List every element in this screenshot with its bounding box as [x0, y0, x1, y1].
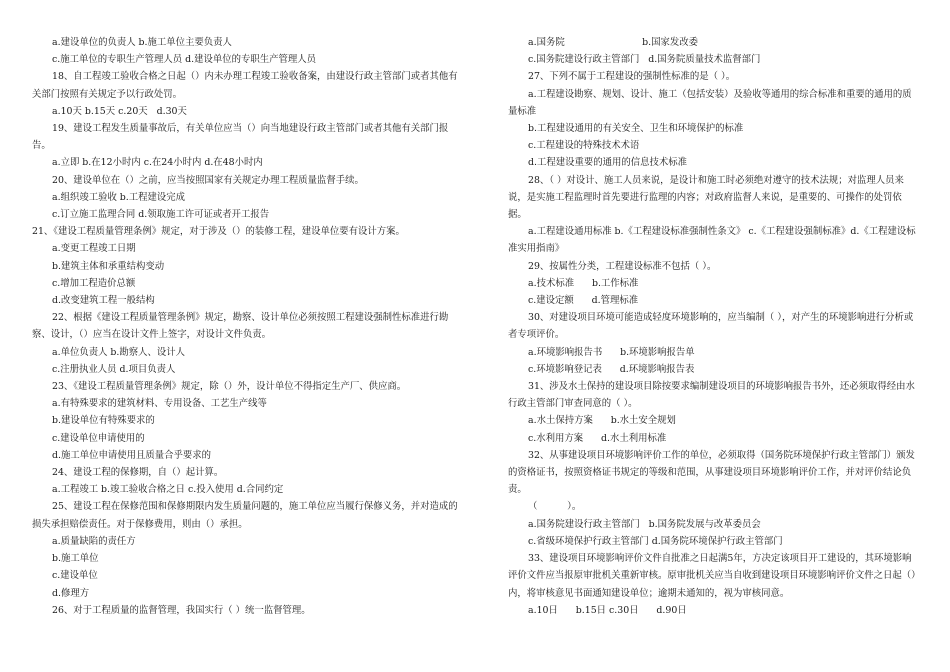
left-column [32, 34, 464, 619]
answer-option: c.环境影响登记表 d.环境影响报告表 [528, 363, 695, 375]
answer-option: c.省级环境保护行政主管部门 d.国务院环境保护行政主管部门 [528, 535, 783, 547]
answer-option: c.建设单位申请使用的 [52, 432, 145, 444]
question-text: 22、根据《建设工程质量管理条例》规定，勘察、设计单位必须按照工程建设强制性标准进行勘察、设计，（）应当在设计文件上签字，对设计文件负责。 [32, 312, 449, 341]
question-text: 24、建设工程的保修期，自（）起计算。 [52, 467, 224, 479]
question-text: 20、建设单位在（）之前，应当按照国家有关规定办理工程质量监督手续。 [52, 174, 364, 186]
question-text: 30、对建设项目环境可能造成轻度环境影响的，应当编制（ ），对产生的环境影响进行分析或者专项评价。 [508, 312, 914, 341]
question-text: 28、（ ）对设计、施工人员来说，是设计和施工时必须绝对遵守的技术法规；对监理人员来说，是实施工程监理时首先要进行监理的内容；对政府监督人来说，是重要的、可操作的处罚依据。 [508, 174, 904, 221]
question-text: 26、对于工程质量的监督管理，我国实行（ ）统一监督管理。 [52, 604, 311, 616]
answer-option: d.施工单位申请使用且质量合乎要求的 [52, 449, 211, 461]
right-column [508, 34, 920, 619]
answer-option: a.10天 b.15天 c.20天 d.30天 [52, 105, 187, 117]
question-text: a.工程建设勘察、规划、设计、施工（包括安装）及验收等通用的综合标准和重要的通用的质量标准 [508, 88, 912, 117]
answer-option: b.工程建设通用的有关安全、卫生和环境保护的标准 [528, 123, 744, 135]
answer-option: （ ）。 [528, 501, 582, 513]
answer-option: d.改变建筑工程一般结构 [52, 295, 155, 307]
question-text: 19、建设工程发生质量事故后，有关单位应当（）向当地建设行政主管部门或者其他有关部门报告。 [32, 123, 449, 152]
answer-option: a.水土保持方案 b.水土安全规划 [528, 415, 676, 427]
question-text: a.工程建设通用标准 b.《工程建设标准强制性条文》 c.《工程建设强制标准》d.《工程建设标准实用指南》 [508, 226, 916, 255]
answer-option: c.施工单位的专职生产管理人员 d.建设单位的专职生产管理人员 [52, 54, 316, 66]
answer-option: a.单位负责人 b.勘察人、设计人 [52, 346, 186, 358]
question-text: 29、按属性分类，工程建设标准不包括（ ）。 [528, 260, 717, 272]
answer-option: a.环境影响报告书 b.环境影响报告单 [528, 346, 695, 358]
question-text: 27、下列不属于工程建设的强制性标准的是（ ）。 [528, 71, 736, 83]
question-text: 23、《建设工程质量管理条例》规定，除（）外，设计单位不得指定生产厂、供应商。 [52, 381, 407, 393]
answer-option: b.建设单位有特殊要求的 [52, 415, 155, 427]
answer-option: c.建设单位 [52, 570, 98, 582]
answer-option: c.水利用方案 d.水土利用标准 [528, 432, 667, 444]
answer-option: c.工程建设的特殊技术术语 [528, 140, 640, 152]
answer-option: a.10日 b.15日 c.30日 d.90日 [528, 604, 687, 616]
question-text: 32、从事建设项目环境影响评价工作的单位，必须取得（国务院环境保护行政主管部门）颁发的资格证书，按照资格证书规定的等级和范围，从事建设项目环境影响评价工作，并对评价结论负责。 [508, 449, 915, 496]
answer-option: a.立即 b.在12小时内 c.在24小时内 d.在48小时内 [52, 157, 263, 169]
answer-option: a.组织竣工验收 b.工程建设完成 [52, 191, 186, 203]
answer-option: d.工程建设重要的通用的信息技术标准 [528, 157, 687, 169]
answer-option: a.变更工程竣工日期 [52, 243, 136, 255]
answer-option: c.增加工程造价总额 [52, 277, 136, 289]
answer-option: b.建筑主体和承重结构变动 [52, 260, 165, 272]
answer-option: c.注册执业人员 d.项目负责人 [52, 363, 176, 375]
answer-option: c.建设定额 d.管理标准 [528, 295, 639, 307]
answer-option: a.质量缺陷的责任方 [52, 535, 136, 547]
question-text: 31、涉及水土保持的建设项目除按要求编制建设项目的环境影响报告书外，还必须取得经由水行政主管部门审查同意的（ ）。 [508, 381, 915, 410]
answer-option: a.国务院建设行政主管部门 b.国务院发展与改革委员会 [528, 518, 761, 530]
question-text: 25、建设工程在保修范围和保修期限内发生质量问题的，施工单位应当履行保修义务，并对造成的损失承担赔偿责任。对于保修费用，则由（）承担。 [32, 501, 458, 530]
answer-option: d.修理方 [52, 587, 90, 599]
answer-option: c.国务院建设行政主管部门 d.国务院质量技术监督部门 [528, 54, 761, 66]
question-text: 33、建设项目环境影响评价文件自批准之日起满5年，方决定该项目开工建设的，其环境影响评价文件应当报原审批机关重新审核。原审批机关应当自收到建设项目环境影响评价文件之日起（）内，将审核意见书面通知建设单位；逾期未通知的，视为审核同意。 [508, 553, 916, 599]
answer-option: a.建设单位的负责人 b.施工单位主要负责人 [52, 37, 232, 48]
answer-option: a.有特殊要求的建筑材料、专用设备、工艺生产线等 [52, 398, 267, 410]
answer-option: a.工程竣工 b.竣工验收合格之日 c.投入使用 d.合同约定 [52, 484, 284, 496]
answer-option: a.国务院 b.国家发改委 [528, 37, 699, 48]
answer-option: c.订立施工监理合同 d.领取施工许可证或者开工报告 [52, 209, 270, 221]
answer-option: a.技术标准 b.工作标准 [528, 277, 639, 289]
question-text: 18、自工程竣工验收合格之日起（）内未办理工程竣工验收备案，由建设行政主管部门或者其他有关部门按照有关规定予以行政处罚。 [32, 71, 458, 100]
question-text: 21、《建设工程质量管理条例》规定，对于涉及（）的装修工程，建设单位要有设计方案。 [32, 226, 405, 238]
answer-option: b.施工单位 [52, 553, 99, 565]
